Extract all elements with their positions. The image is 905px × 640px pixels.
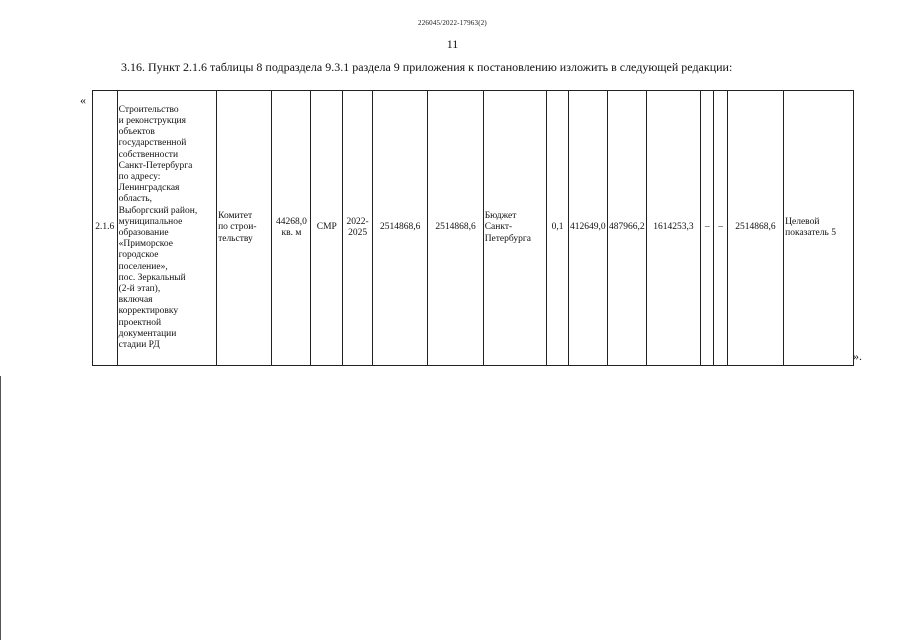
text-line: корректировку — [118, 306, 179, 317]
text-line: по адресу: — [118, 171, 161, 182]
object-name-cell — [117, 91, 216, 366]
text-line: и реконструкция — [118, 115, 187, 126]
year-2021-cell: 0,1 — [547, 91, 569, 366]
text-line: Бюджет — [484, 211, 517, 222]
closing-quote: ». — [853, 349, 862, 363]
text-line: проектной — [118, 317, 162, 328]
text-line: 44268,0 — [276, 216, 307, 227]
target-indicator-lines — [785, 217, 852, 239]
text-line: Санкт-Петербурга — [118, 160, 193, 171]
text-line: Петербурга — [484, 233, 531, 244]
text-line: стадии РД — [118, 340, 160, 351]
text-line: 2022- — [346, 216, 369, 227]
text-line: область, — [118, 194, 152, 205]
object-name-lines — [119, 105, 215, 351]
text-line: Выборгский район, — [118, 205, 198, 216]
text-line: показатель 5 — [785, 228, 836, 238]
opening-quote: « — [80, 93, 86, 107]
year-2023-cell: 487966,2 — [607, 91, 646, 366]
customer-lines — [218, 211, 270, 245]
row-number-cell: 2.1.6 — [93, 91, 118, 366]
text-line: тельству — [218, 233, 253, 244]
total-financing-cell: 2514868,6 — [428, 91, 483, 366]
amendment-table — [92, 90, 854, 366]
text-line: собственности — [118, 149, 179, 160]
funding-source-cell — [483, 91, 547, 366]
customer-cell — [217, 91, 272, 366]
text-line: «Приморское — [118, 239, 173, 250]
text-line: кв. м — [281, 228, 302, 238]
text-line: документации — [118, 328, 177, 339]
text-line: 2025 — [348, 228, 368, 238]
text-line: поселение», — [118, 261, 168, 272]
text-line: объектов — [118, 127, 155, 138]
work-type-cell: СМР — [311, 91, 343, 366]
text-line: (2-й этап), — [118, 284, 161, 295]
capacity-cell — [272, 91, 311, 366]
total-period-cell: 2514868,6 — [727, 91, 783, 366]
scan-edge-line — [0, 376, 1, 640]
text-line: включая — [118, 295, 153, 306]
text-line: государственной — [118, 138, 187, 149]
document-id: 226045/2022-17963(2) — [418, 19, 487, 27]
text-line: Санкт- — [484, 222, 513, 233]
page-number: 11 — [446, 37, 459, 51]
text-line: образование — [118, 228, 169, 238]
target-indicator-cell — [784, 91, 854, 366]
text-line: Комитет — [218, 211, 253, 222]
period-cell — [343, 91, 373, 366]
text-line: Строительство — [118, 104, 179, 115]
text-line: Целевой — [785, 216, 820, 227]
text-line: муниципальное — [118, 216, 183, 227]
period-lines — [344, 217, 371, 239]
intro-paragraph: 3.16. Пункт 2.1.6 таблицы 8 подраздела 9.3.1 раздела 9 приложения к постановлению изложить в следующей редакции: — [121, 60, 733, 74]
year-2025-cell: – — [701, 91, 714, 366]
total-cost-cell: 2514868,6 — [372, 91, 427, 366]
text-line: пос. Зеркальный — [118, 272, 186, 283]
text-line: по строи- — [218, 222, 257, 233]
year-2022-cell: 412649,0 — [568, 91, 607, 366]
year-2026-cell: – — [714, 91, 727, 366]
text-line: Ленинградская — [118, 183, 180, 194]
table-row — [93, 91, 854, 366]
year-2024-cell: 1614253,3 — [646, 91, 700, 366]
funding-source-lines — [485, 211, 546, 245]
text-line: городское — [118, 250, 159, 261]
capacity-lines — [273, 217, 309, 239]
